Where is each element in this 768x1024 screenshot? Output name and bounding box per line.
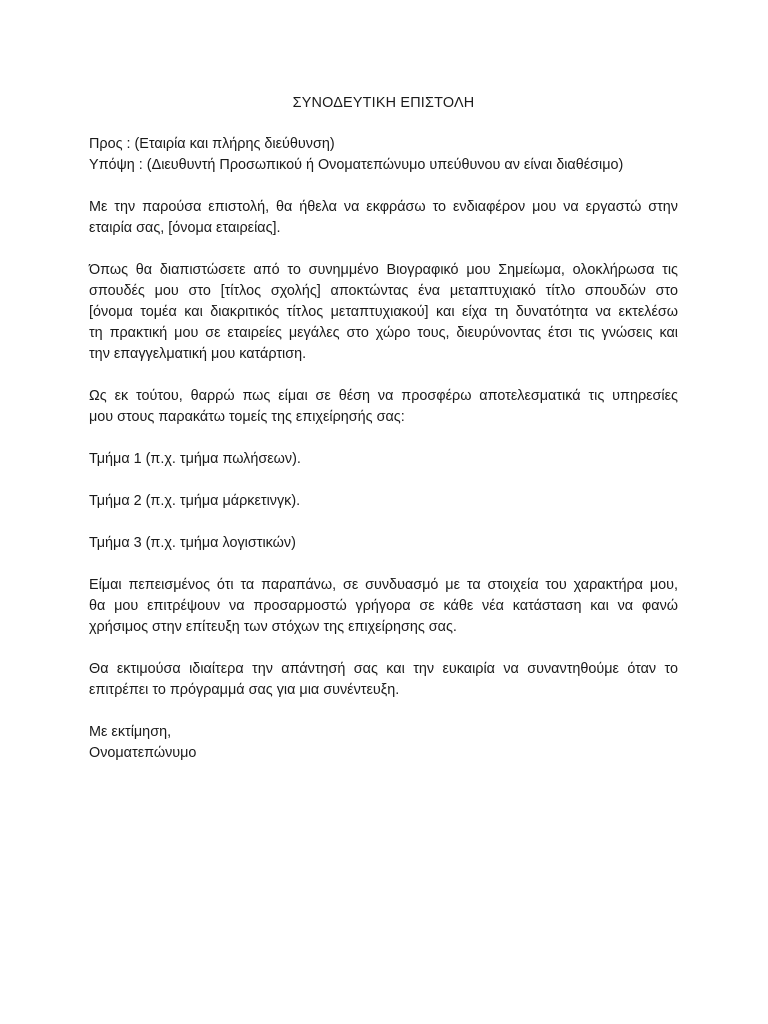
paragraph-line: τη πρακτική μου σε εταιρείες μεγάλες στο χώρο τους, διευρύνοντας έτσι τις γνώσεις και xyxy=(89,325,678,341)
addressee-block xyxy=(89,134,678,176)
paragraph-line: Με την παρούσα επιστολή, θα ήθελα να εκφράσω το ενδιαφέρον μου να εργαστώ στην xyxy=(89,199,678,215)
paragraph-line: εταιρία σας, [όνομα εταιρείας]. xyxy=(89,220,281,236)
paragraph-line: την επαγγελματική μου κατάρτιση. xyxy=(89,346,307,362)
to-line: Προς : (Εταιρία και πλήρης διεύθυνση) xyxy=(89,136,335,152)
paragraph-line: χρήσιμος στην επίτευξη των στόχων της επιχείρησης σας. xyxy=(89,619,457,635)
paragraph-education xyxy=(89,260,678,365)
paragraph-intro xyxy=(89,197,678,239)
paragraph-offer xyxy=(89,386,678,428)
department-3: Τμήμα 3 (π.χ. τμήμα λογιστικών) xyxy=(89,535,296,551)
department-2: Τμήμα 2 (π.χ. τμήμα μάρκετινγκ). xyxy=(89,493,301,509)
paragraph-line: Όπως θα διαπιστώσετε από το συνημμένο Βιογραφικό μου Σημείωμα, ολοκλήρωσα τις xyxy=(89,262,678,278)
paragraph-line: Ως εκ τούτου, θαρρώ πως είμαι σε θέση να προσφέρω αποτελεσματικά τις υπηρεσίες xyxy=(89,388,678,404)
paragraph-line: σπουδές μου στο [τίτλος σχολής] αποκτώντας ένα μεταπτυχιακό τίτλο σπουδών στο xyxy=(89,283,678,299)
paragraph-line: [όνομα τομέα και διακριτικός τίτλος μεταπτυχιακού] και είχα τη δυνατότητα να εκτελέσω xyxy=(89,304,678,320)
closing-salutation: Με εκτίμηση, xyxy=(89,724,172,740)
paragraph-line: θα μου επιτρέψουν να προσαρμοστώ γρήγορα σε κάθε νέα κατάσταση και να φανώ xyxy=(89,598,678,614)
paragraph-line: Θα εκτιμούσα ιδιαίτερα την απάντησή σας και την ευκαιρία να συναντηθούμε όταν το xyxy=(89,661,678,677)
attention-line: Υπόψη : (Διευθυντή Προσωπικού ή Ονοματεπώνυμο υπεύθυνου αν είναι διαθέσιμο) xyxy=(89,157,624,173)
closing-block xyxy=(89,722,678,764)
signature-name: Ονοματεπώνυμο xyxy=(89,745,197,761)
paragraph-line: Είμαι πεπεισμένος ότι τα παραπάνω, σε συνδυασμό με τα στοιχεία του χαρακτήρα μου, xyxy=(89,577,678,593)
department-1: Τμήμα 1 (π.χ. τμήμα πωλήσεων). xyxy=(89,451,301,467)
letter-title: ΣΥΝΟΔΕΥΤΙΚΗ ΕΠΙΣΤΟΛΗ xyxy=(292,95,475,111)
paragraph-conviction xyxy=(89,575,678,638)
paragraph-interview xyxy=(89,659,678,701)
cover-letter-document xyxy=(89,93,678,764)
paragraph-line: επιτρέπει το πρόγραμμά σας για μια συνέντευξη. xyxy=(89,682,400,698)
paragraph-line: μου στους παρακάτω τομείς της επιχείρησής σας: xyxy=(89,409,405,425)
